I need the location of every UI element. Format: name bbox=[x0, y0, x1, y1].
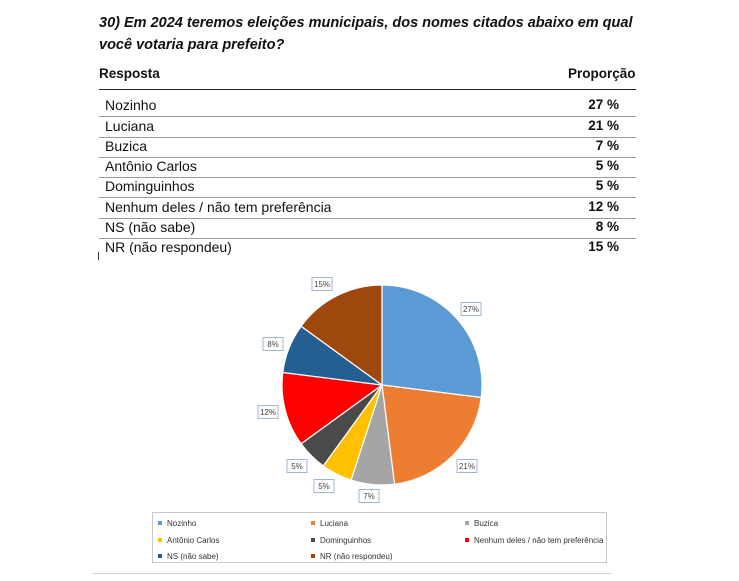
row-label: Nozinho bbox=[105, 97, 157, 113]
legend-swatch bbox=[158, 538, 162, 542]
svg-text:27%: 27% bbox=[462, 305, 480, 314]
legend-swatch bbox=[465, 521, 469, 525]
row-value: 27 % bbox=[588, 97, 619, 112]
data-label bbox=[263, 338, 283, 351]
column-header-resposta: Resposta bbox=[99, 66, 160, 81]
legend-label: Luciana bbox=[320, 519, 349, 528]
svg-text:12%: 12% bbox=[259, 408, 277, 417]
column-header-proporcao: Proporção bbox=[568, 66, 636, 81]
legend-swatch bbox=[311, 521, 315, 525]
row-value: 5 % bbox=[595, 178, 619, 193]
legend-item-antonio-carlos bbox=[158, 536, 219, 545]
row-value: 21 % bbox=[588, 118, 619, 133]
chart-legend bbox=[152, 512, 607, 563]
row-value: 5 % bbox=[595, 158, 619, 173]
row-value: 7 % bbox=[595, 138, 619, 153]
legend-label: NR (não respondeu) bbox=[320, 552, 393, 561]
question-title: 30) Em 2024 teremos eleições municipais, dos nomes citados abaixo em qual você votaria para prefeito? bbox=[99, 15, 633, 53]
legend-item-nenhum-deles-nao-tem-preferencia bbox=[465, 536, 603, 545]
row-label: Dominguinhos bbox=[105, 178, 195, 194]
data-label bbox=[312, 278, 332, 291]
legend-swatch bbox=[311, 538, 315, 542]
row-value: 12 % bbox=[588, 199, 619, 214]
row-label: Buzica bbox=[105, 138, 148, 154]
legend-item-luciana bbox=[311, 519, 348, 528]
legend-item-nozinho bbox=[158, 519, 196, 528]
data-label bbox=[461, 303, 481, 316]
row-value: 8 % bbox=[595, 219, 619, 234]
row-label: NR (não respondeu) bbox=[105, 239, 232, 255]
data-label bbox=[359, 490, 379, 503]
data-label bbox=[287, 460, 307, 473]
legend-swatch bbox=[465, 538, 469, 542]
legend-item-ns-nao-sabe bbox=[158, 552, 219, 561]
svg-text:8%: 8% bbox=[267, 340, 279, 349]
data-label bbox=[314, 480, 334, 493]
legend-item-buzica bbox=[465, 519, 498, 528]
legend-label: Nenhum deles / não tem preferência bbox=[474, 536, 604, 545]
legend-label: Dominguinhos bbox=[320, 536, 372, 545]
legend-label: Buzica bbox=[474, 519, 499, 528]
svg-text:5%: 5% bbox=[291, 462, 303, 471]
legend-swatch bbox=[158, 554, 162, 558]
legend-label: Nozinho bbox=[167, 519, 197, 528]
legend-swatch bbox=[158, 521, 162, 525]
legend-swatch bbox=[311, 554, 315, 558]
svg-text:21%: 21% bbox=[458, 462, 476, 471]
legend-label: Antônio Carlos bbox=[167, 536, 220, 545]
row-label: NS (não sabe) bbox=[105, 219, 196, 235]
row-label: Luciana bbox=[105, 118, 155, 134]
svg-text:7%: 7% bbox=[363, 492, 375, 501]
row-label: Antônio Carlos bbox=[105, 158, 197, 174]
row-value: 15 % bbox=[588, 239, 619, 254]
row-label: Nenhum deles / não tem preferência bbox=[105, 199, 332, 215]
pie-slice-nozinho bbox=[382, 285, 482, 398]
legend-label: NS (não sabe) bbox=[167, 552, 219, 561]
legend-item-nr-nao-respondeu bbox=[311, 552, 392, 561]
data-label bbox=[258, 406, 278, 419]
legend-item-dominguinhos bbox=[311, 536, 371, 545]
footer-divider bbox=[92, 573, 612, 574]
svg-text:5%: 5% bbox=[318, 482, 330, 491]
svg-text:15%: 15% bbox=[313, 280, 331, 289]
data-label bbox=[457, 460, 477, 473]
